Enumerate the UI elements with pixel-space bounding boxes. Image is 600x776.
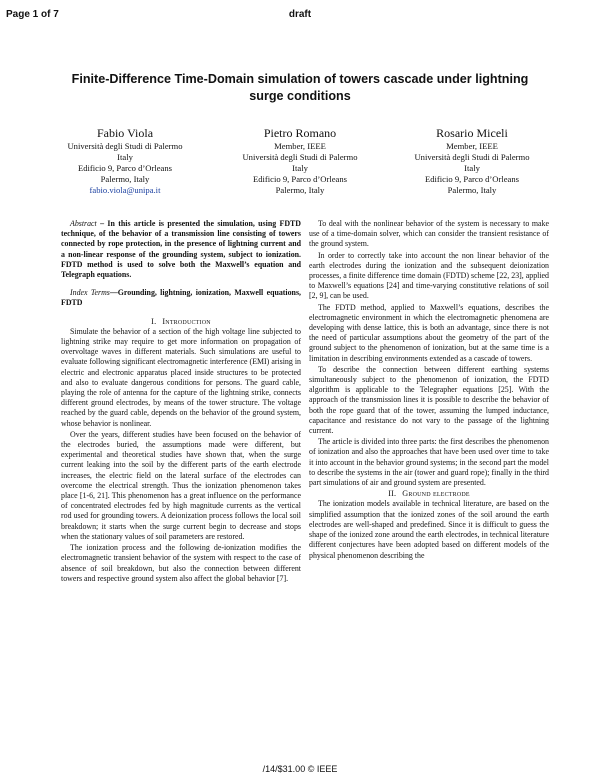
author-membership: Member, IEEE	[446, 141, 498, 151]
author-affiliation-line: Palermo, Italy	[447, 185, 497, 195]
author-affiliation-line: Edificio 9, Parco d’Orleans	[252, 174, 348, 184]
author-name: Rosario Miceli	[436, 126, 508, 140]
author-block-2	[220, 125, 380, 196]
author-affiliation-line: Italy	[292, 163, 308, 173]
paper-title: Finite-Difference Time-Domain simulation of towers cascade under lightning surge conditions	[71, 72, 529, 103]
draft-label: draft	[288, 9, 312, 20]
section-heading-ground-electrode: II. Ground electrode	[388, 489, 470, 499]
author-affiliation-line: Università degli Studi di Palermo	[414, 152, 530, 162]
author-membership: Member, IEEE	[274, 141, 326, 151]
author-affiliation-line: Università degli Studi di Palermo	[242, 152, 358, 162]
body-paragraph: To describe the connection between different earthing systems simultaneously subject to the phenomenon of ionization, the FDTD algorithm is applicable to the Telegrapher equations [25]. With the approach of the transmission lines it is possible to describe the behavior of both the rope guard that of the tower, assuming the lumped inductance, capacitance and resistance do not vary to the passage of the lightning current.	[309, 364, 549, 436]
author-affiliation-line: Italy	[464, 163, 480, 173]
author-affiliation-line: Università degli Studi di Palermo	[67, 141, 183, 151]
author-name: Pietro Romano	[263, 126, 337, 140]
body-paragraph: The FDTD method, applied to Maxwell’s equations, describes the electromagnetic environment in which the electromagnetic phenomena are developing with dense lattice, this is both an advantage, since there is not the need of particular assumptions about the geometry of the part of the ground subject to the phenomenon of ionization, but at the same time is a limitation in describing environments extended as a cascade of towers.	[309, 302, 549, 363]
body-paragraph: The article is divided into three parts: the first describes the phenomenon of ionization and also the approaches that have been used over time to take it into account in the behavior ground systems; in the second part the model to describe the systems in the air (tower and guard rope); finally in the third part simulations of air and ground system are presented.	[309, 437, 549, 488]
left-column	[61, 219, 301, 585]
body-paragraph: In order to correctly take into account the non linear behavior of the earth electrodes during the ionization and the subsequent deionization processes, a finite difference time domain (FDTD) scheme [22, 23], applied to Maxwell’s equations [24] and time-varying constitutive relations of soil [2, 9], can be used.	[309, 250, 549, 301]
page-number-label: Page 1 of 7	[6, 9, 59, 20]
body-paragraph: Simulate the behavior of a section of the high voltage line subjected to lightning strike may require to get more information on propagation of overvoltage waves in different materials. Such simulations are useful to evaluate following significant electromagnetic interference (EMI) arising in electric and electronic apparatus placed inside structures to be protected and also to evaluate dangerous conditions for persons. The guard cable, playing the role of antenna for the capture of the lightning strike, connects different ground electrodes, by means of the tower structure. The voltage reached by the guard cable, depends on the behavior of the ground system, whose behavior is nonlinear.	[61, 326, 301, 428]
abstract	[61, 219, 301, 280]
author-block-3	[392, 125, 552, 196]
page-footer-copyright: /14/$31.00 © IEEE	[262, 764, 338, 774]
index-terms-label: Index Terms	[70, 288, 110, 298]
author-email-link[interactable]: fabio.viola@unipa.it	[89, 185, 161, 195]
author-affiliation-line: Edificio 9, Parco d’Orleans	[424, 174, 520, 184]
section-heading-introduction: I. Introduction	[151, 316, 211, 326]
author-affiliation-line: Palermo, Italy	[100, 174, 150, 184]
body-paragraph: To deal with the nonlinear behavior of the system is necessary to make use of a time-domain solver, which can consider the transient resistance of the ground system.	[309, 219, 549, 249]
abstract-text: – In this article is presented the simulation, using FDTD technique, of the behavior of a transmission line consisting of towers connected by rope protection, in the presence of lightning current and a non-linear response of the grounding system, subject to ionization. FDTD method is used to solve both the Maxwell’s equation and Telegraph equations.	[61, 219, 301, 280]
body-paragraph: Over the years, different studies have been focused on the behavior of the electrodes buried, the assumptions made were different, but experimental and theoretical studies have shown that, when the surge current leaking into the soil by the different parts of the earth electrode increases, the electric field on the lateral surface of the electrodes can overcome the electrical strength. Thus the ionization phenomenon takes place [1-6, 21]. This phenomenon has a great influence on the performance of concentrated electrodes fed by high magnitude currents as the vertical rod used for grounding towers. A deionization process follows the local soil breakdown; it starts when the surge current begin to decrease and stops when the stationary values of soil parameters are restored.	[61, 429, 301, 541]
index-terms	[61, 288, 301, 308]
right-column	[309, 219, 549, 562]
author-affiliation-line: Palermo, Italy	[275, 185, 325, 195]
author-affiliation-line: Edificio 9, Parco d’Orleans	[77, 163, 173, 173]
body-paragraph: The ionization process and the following de-ionization modifies the electromagnetic transient behavior of the system with respect to the case of absence of soil breakdown, but also the connection between different towers and respective ground system also affect the global behavior [7].	[61, 543, 301, 583]
author-name: Fabio Viola	[96, 126, 154, 140]
body-paragraph: The ionization models available in technical literature, are based on the simplified assumption that the ionized zones of the soil around the earth electrodes are well-shaped and predefined. Since it is difficult to guess the shape of the ionized zone around the earth electrodes, in technical literature different conjectures have been adopted based on different models of the physical phenomenon describing the	[309, 499, 549, 560]
index-terms-text: —Grounding, lightning, ionization, Maxwell equations, FDTD	[61, 288, 301, 308]
author-affiliation-line: Italy	[117, 152, 133, 162]
author-block-1	[45, 125, 205, 196]
abstract-label: Abstract	[70, 219, 97, 228]
